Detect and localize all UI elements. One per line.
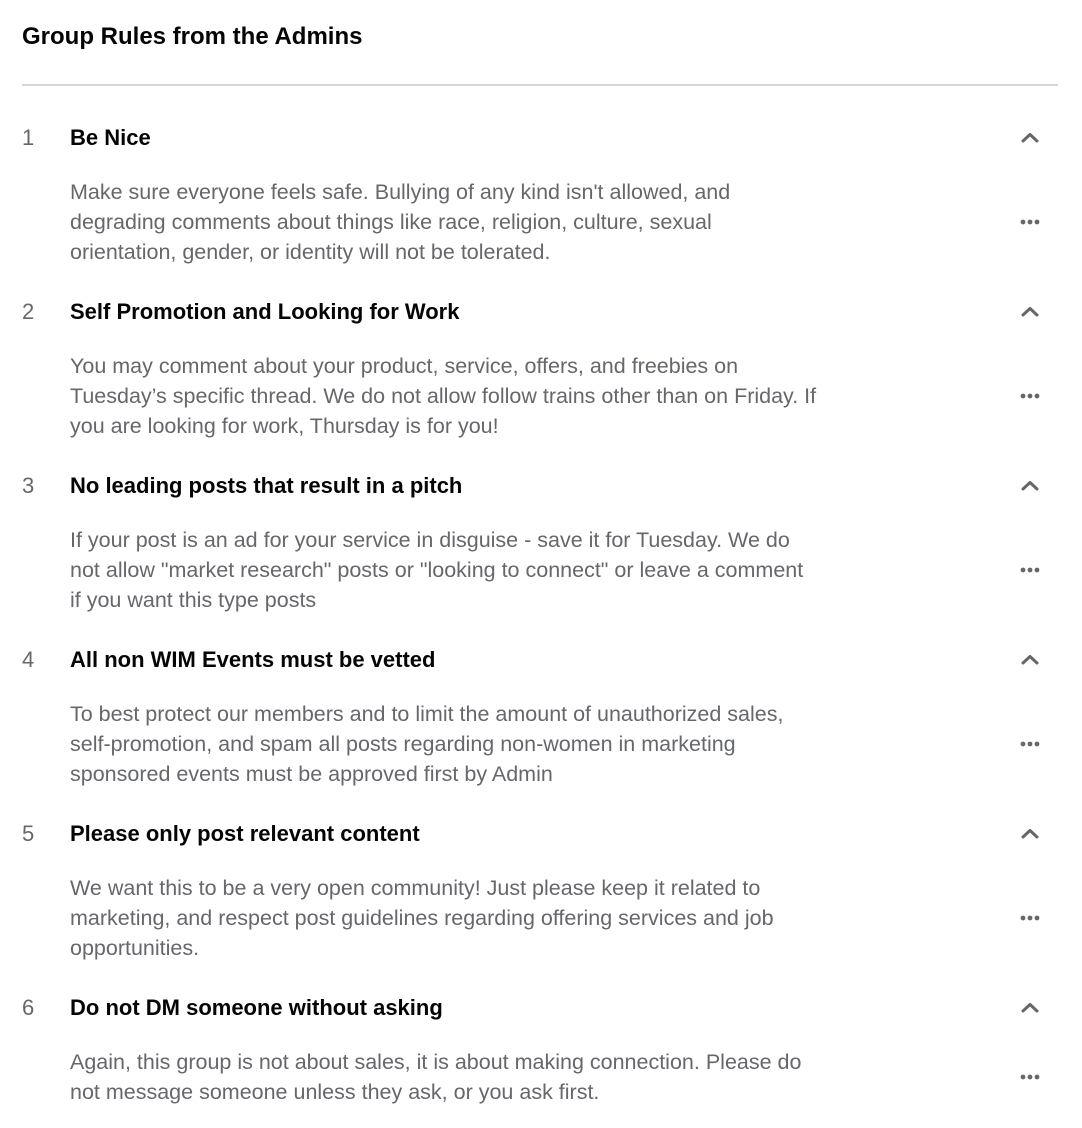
rule-item [0, 466, 1082, 640]
rule-description-line: To best protect our members and to limit the amount of unauthorized sales, [70, 702, 784, 726]
rule-item [0, 988, 1082, 1128]
rule-description-line: if you want this type posts [70, 588, 317, 612]
rule-description-line: not message someone unless they ask, or you ask first. [70, 1080, 600, 1104]
rule-title: Do not DM someone without asking [70, 995, 443, 1020]
rule-description [70, 699, 783, 789]
rule-number: 5 [22, 821, 35, 846]
divider [22, 84, 1058, 86]
more-options-icon[interactable] [1014, 210, 1046, 234]
rule-description-line: not allow "market research" posts or "looking to connect" or leave a comment [70, 558, 804, 582]
rule-description-line: If your post is an ad for your service in disguise - save it for Tuesday. We do [70, 528, 790, 552]
rule-description-line: degrading comments about things like race, religion, culture, sexual [70, 210, 712, 234]
chevron-up-icon[interactable] [1016, 474, 1044, 498]
rule-number: 6 [22, 995, 35, 1020]
rule-item [0, 118, 1082, 292]
page-title: Group Rules from the Admins [22, 23, 363, 50]
rule-number: 1 [22, 125, 35, 150]
chevron-up-icon[interactable] [1016, 648, 1044, 672]
chevron-up-icon[interactable] [1016, 300, 1044, 324]
rule-description-line: opportunities. [70, 936, 200, 960]
rule-description-line: orientation, gender, or identity will not be tolerated. [70, 240, 551, 264]
rule-title: No leading posts that result in a pitch [70, 473, 463, 498]
rule-item [0, 814, 1082, 988]
rule-number: 2 [22, 299, 35, 324]
rule-description-line: Make sure everyone feels safe. Bullying of any kind isn't allowed, and [70, 180, 731, 204]
chevron-up-icon[interactable] [1016, 822, 1044, 846]
rule-title: Self Promotion and Looking for Work [70, 299, 460, 324]
rule-title: Please only post relevant content [70, 821, 420, 846]
rule-description-line: you are looking for work, Thursday is for you! [70, 414, 499, 438]
chevron-up-icon[interactable] [1016, 126, 1044, 150]
rule-description-line: Again, this group is not about sales, it is about making connection. Please do [70, 1050, 802, 1074]
chevron-up-icon[interactable] [1016, 996, 1044, 1020]
rule-description [70, 351, 816, 441]
rules-list [0, 118, 1082, 1128]
rule-item [0, 640, 1082, 814]
rule-description-line: self-promotion, and spam all posts regarding non-women in marketing [70, 732, 736, 756]
rule-description [70, 525, 803, 615]
rule-title: All non WIM Events must be vetted [70, 647, 436, 672]
rule-description-line: sponsored events must be approved first by Admin [70, 762, 553, 786]
rule-title: Be Nice [70, 125, 151, 150]
rule-number: 4 [22, 647, 35, 672]
rule-description [70, 873, 774, 963]
rule-description [70, 177, 730, 267]
more-options-icon[interactable] [1014, 1065, 1046, 1089]
rule-description-line: We want this to be a very open community! Just please keep it related to [70, 876, 761, 900]
more-options-icon[interactable] [1014, 384, 1046, 408]
more-options-icon[interactable] [1014, 906, 1046, 930]
rule-description-line: Tuesday’s specific thread. We do not allow follow trains other than on Friday. If [70, 384, 817, 408]
rule-description [70, 1047, 801, 1107]
rule-item [0, 292, 1082, 466]
rule-number: 3 [22, 473, 35, 498]
more-options-icon[interactable] [1014, 732, 1046, 756]
more-options-icon[interactable] [1014, 558, 1046, 582]
rule-description-line: You may comment about your product, service, offers, and freebies on [70, 354, 739, 378]
rule-description-line: marketing, and respect post guidelines regarding offering services and job [70, 906, 774, 930]
